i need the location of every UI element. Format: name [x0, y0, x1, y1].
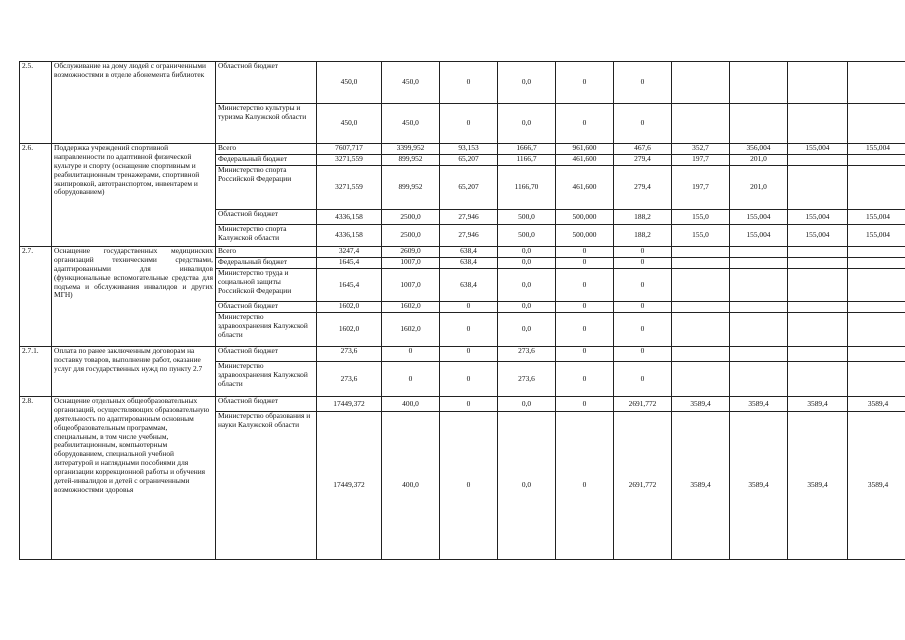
amount-cell: 17449,372 — [317, 397, 382, 412]
amount-cell — [848, 166, 905, 210]
amount-cell: 461,600 — [556, 166, 614, 210]
amount-cell: 0 — [440, 62, 498, 104]
amount-cell — [730, 269, 788, 302]
amount-cell: 7607,717 — [317, 144, 382, 155]
item-number: 2.5. — [20, 62, 52, 144]
amount-cell: 2691,772 — [614, 412, 672, 560]
amount-cell — [672, 258, 730, 269]
item-name: Поддержка учреждений спортивной направленности по адаптивной физической культуре и спорту (оснащение спортивным и реабилитационным тренажерами, спортивной экипировкой, автотранспортом, инвентарем и оборудованием) — [52, 144, 216, 247]
amount-cell — [730, 258, 788, 269]
amount-cell — [848, 347, 905, 362]
amount-cell — [788, 155, 848, 166]
funding-source: Областной бюджет — [216, 347, 317, 362]
funding-source: Министерство образования и науки Калужской области — [216, 412, 317, 560]
amount-cell: 500,0 — [498, 210, 556, 225]
amount-cell: 0,0 — [498, 269, 556, 302]
amount-cell: 1602,0 — [317, 302, 382, 313]
budget-table — [19, 61, 905, 560]
amount-cell — [788, 302, 848, 313]
amount-cell: 3589,4 — [788, 397, 848, 412]
amount-cell — [672, 347, 730, 362]
amount-cell: 1007,0 — [382, 258, 440, 269]
amount-cell: 155,004 — [730, 225, 788, 247]
amount-cell: 0,0 — [498, 62, 556, 104]
amount-cell: 3589,4 — [788, 412, 848, 560]
funding-source: Федеральный бюджет — [216, 258, 317, 269]
amount-cell — [730, 313, 788, 347]
amount-cell — [730, 347, 788, 362]
amount-cell: 1602,0 — [382, 313, 440, 347]
amount-cell: 1166,7 — [498, 155, 556, 166]
amount-cell: 1602,0 — [382, 302, 440, 313]
amount-cell: 2609,0 — [382, 247, 440, 258]
amount-cell: 273,6 — [317, 347, 382, 362]
table-row — [20, 62, 905, 104]
amount-cell: 0 — [556, 104, 614, 144]
amount-cell — [848, 247, 905, 258]
amount-cell: 0 — [440, 412, 498, 560]
amount-cell — [788, 362, 848, 397]
amount-cell: 500,000 — [556, 225, 614, 247]
item-number: 2.8. — [20, 397, 52, 560]
amount-cell: 0,0 — [498, 313, 556, 347]
amount-cell: 155,004 — [788, 210, 848, 225]
amount-cell: 450,0 — [382, 62, 440, 104]
funding-source: Федеральный бюджет — [216, 155, 317, 166]
item-number: 2.7.1. — [20, 347, 52, 397]
amount-cell — [672, 313, 730, 347]
amount-cell: 0 — [556, 362, 614, 397]
amount-cell: 0 — [556, 258, 614, 269]
amount-cell: 188,2 — [614, 210, 672, 225]
amount-cell: 0,0 — [498, 258, 556, 269]
amount-cell: 17449,372 — [317, 412, 382, 560]
amount-cell — [730, 62, 788, 104]
amount-cell: 400,0 — [382, 412, 440, 560]
amount-cell: 155,004 — [788, 225, 848, 247]
amount-cell: 0 — [614, 104, 672, 144]
amount-cell: 279,4 — [614, 155, 672, 166]
amount-cell: 3589,4 — [848, 412, 905, 560]
amount-cell: 0 — [440, 397, 498, 412]
amount-cell: 0 — [556, 247, 614, 258]
amount-cell — [848, 302, 905, 313]
amount-cell: 461,600 — [556, 155, 614, 166]
amount-cell: 65,207 — [440, 166, 498, 210]
amount-cell: 0 — [556, 412, 614, 560]
amount-cell — [848, 258, 905, 269]
amount-cell: 3589,4 — [672, 412, 730, 560]
amount-cell — [730, 362, 788, 397]
amount-cell: 500,0 — [498, 225, 556, 247]
amount-cell: 0 — [614, 347, 672, 362]
amount-cell: 638,4 — [440, 269, 498, 302]
amount-cell — [848, 313, 905, 347]
amount-cell: 273,6 — [317, 362, 382, 397]
amount-cell: 3399,952 — [382, 144, 440, 155]
amount-cell: 0 — [614, 62, 672, 104]
amount-cell: 4336,158 — [317, 225, 382, 247]
amount-cell: 450,0 — [317, 62, 382, 104]
amount-cell: 1666,7 — [498, 144, 556, 155]
amount-cell: 197,7 — [672, 155, 730, 166]
amount-cell: 0 — [614, 258, 672, 269]
amount-cell: 0 — [556, 397, 614, 412]
amount-cell: 899,952 — [382, 166, 440, 210]
amount-cell — [788, 258, 848, 269]
amount-cell — [788, 313, 848, 347]
funding-source: Областной бюджет — [216, 302, 317, 313]
funding-source: Министерство спорта Калужской области — [216, 225, 317, 247]
amount-cell: 93,153 — [440, 144, 498, 155]
amount-cell: 0 — [382, 362, 440, 397]
funding-source: Областной бюджет — [216, 397, 317, 412]
amount-cell: 0 — [614, 362, 672, 397]
amount-cell: 155,004 — [848, 210, 905, 225]
amount-cell: 0 — [614, 247, 672, 258]
amount-cell: 638,4 — [440, 258, 498, 269]
amount-cell — [672, 362, 730, 397]
amount-cell: 0 — [614, 313, 672, 347]
amount-cell: 3589,4 — [730, 397, 788, 412]
amount-cell: 0 — [556, 62, 614, 104]
amount-cell: 0,0 — [498, 397, 556, 412]
amount-cell — [848, 62, 905, 104]
amount-cell: 0,0 — [498, 412, 556, 560]
funding-source: Министерство здравоохранения Калужской области — [216, 362, 317, 397]
amount-cell — [848, 104, 905, 144]
amount-cell: 467,6 — [614, 144, 672, 155]
amount-cell: 500,000 — [556, 210, 614, 225]
amount-cell: 155,004 — [788, 144, 848, 155]
amount-cell: 638,4 — [440, 247, 498, 258]
amount-cell: 1645,4 — [317, 269, 382, 302]
amount-cell: 201,0 — [730, 166, 788, 210]
funding-source: Областной бюджет — [216, 62, 317, 104]
item-number: 2.6. — [20, 144, 52, 247]
amount-cell: 0 — [440, 347, 498, 362]
amount-cell: 0 — [556, 347, 614, 362]
item-name: Оснащение отдельных общеобразовательных организаций, осуществляющих образовательную деятельность по адаптированным основным общеобразовательным программам, специальным, в том числе учебным, реабилитационным, компьютерным оборудованием, специальной учебной литературой и наглядными пособиями для организации коррекционной работы и обучения детей-инвалидов и детей с ограниченными возможностями здоровья — [52, 397, 216, 560]
amount-cell: 1007,0 — [382, 269, 440, 302]
amount-cell — [672, 302, 730, 313]
amount-cell — [730, 302, 788, 313]
amount-cell — [672, 62, 730, 104]
table-row — [20, 397, 905, 412]
amount-cell: 0 — [382, 347, 440, 362]
table-row — [20, 347, 905, 362]
funding-source: Министерство здравоохранения Калужской области — [216, 313, 317, 347]
amount-cell: 1645,4 — [317, 258, 382, 269]
amount-cell: 65,207 — [440, 155, 498, 166]
amount-cell: 0 — [440, 104, 498, 144]
funding-source: Областной бюджет — [216, 210, 317, 225]
amount-cell — [848, 362, 905, 397]
funding-source: Всего — [216, 247, 317, 258]
amount-cell: 0 — [556, 269, 614, 302]
table-row — [20, 247, 905, 258]
amount-cell: 27,946 — [440, 210, 498, 225]
amount-cell: 356,004 — [730, 144, 788, 155]
amount-cell — [788, 62, 848, 104]
amount-cell: 197,7 — [672, 166, 730, 210]
amount-cell: 1166,70 — [498, 166, 556, 210]
amount-cell: 0 — [440, 313, 498, 347]
amount-cell — [672, 104, 730, 144]
amount-cell: 0,0 — [498, 247, 556, 258]
amount-cell — [848, 269, 905, 302]
amount-cell: 0 — [440, 362, 498, 397]
amount-cell: 0 — [440, 302, 498, 313]
amount-cell — [788, 269, 848, 302]
amount-cell: 0 — [614, 269, 672, 302]
amount-cell: 2500,0 — [382, 225, 440, 247]
amount-cell: 1602,0 — [317, 313, 382, 347]
amount-cell — [672, 247, 730, 258]
amount-cell: 155,004 — [848, 144, 905, 155]
amount-cell: 188,2 — [614, 225, 672, 247]
amount-cell — [788, 104, 848, 144]
amount-cell: 899,952 — [382, 155, 440, 166]
amount-cell: 2500,0 — [382, 210, 440, 225]
amount-cell — [672, 269, 730, 302]
amount-cell: 0,0 — [498, 104, 556, 144]
amount-cell — [788, 247, 848, 258]
amount-cell: 450,0 — [382, 104, 440, 144]
amount-cell: 155,0 — [672, 225, 730, 247]
amount-cell: 155,0 — [672, 210, 730, 225]
amount-cell — [788, 347, 848, 362]
funding-source: Министерство культуры и туризма Калужской области — [216, 104, 317, 144]
item-number: 2.7. — [20, 247, 52, 347]
table-row — [20, 144, 905, 155]
amount-cell: 961,600 — [556, 144, 614, 155]
funding-source: Министерство труда и социальной защиты Российской Федерации — [216, 269, 317, 302]
amount-cell: 0,0 — [498, 302, 556, 313]
amount-cell: 27,946 — [440, 225, 498, 247]
amount-cell: 273,6 — [498, 362, 556, 397]
amount-cell: 201,0 — [730, 155, 788, 166]
funding-source: Всего — [216, 144, 317, 155]
amount-cell: 352,7 — [672, 144, 730, 155]
amount-cell: 2691,772 — [614, 397, 672, 412]
amount-cell: 0 — [556, 302, 614, 313]
amount-cell: 279,4 — [614, 166, 672, 210]
amount-cell — [730, 104, 788, 144]
amount-cell: 3589,4 — [848, 397, 905, 412]
amount-cell — [848, 155, 905, 166]
amount-cell: 0 — [614, 302, 672, 313]
amount-cell: 4336,158 — [317, 210, 382, 225]
amount-cell: 3271,559 — [317, 155, 382, 166]
item-name: Оснащение государственных медицинских организаций техническими средствами, адаптированными для инвалидов (функциональные вспомогательные средства для подъема и обслуживания инвалидов и других МГН) — [52, 247, 216, 347]
item-name: Обслуживание на дому людей с ограниченными возможностями в отделе абонемента библиотек — [52, 62, 216, 144]
amount-cell: 0 — [556, 313, 614, 347]
amount-cell: 400,0 — [382, 397, 440, 412]
amount-cell: 155,004 — [848, 225, 905, 247]
amount-cell: 3589,4 — [730, 412, 788, 560]
amount-cell — [788, 166, 848, 210]
amount-cell: 3271,559 — [317, 166, 382, 210]
item-name: Оплата по ранее заключенным договорам на поставку товаров, выполнение работ, оказание услуг для государственных нужд по пункту 2.7 — [52, 347, 216, 397]
amount-cell: 155,004 — [730, 210, 788, 225]
amount-cell — [730, 247, 788, 258]
amount-cell: 3247,4 — [317, 247, 382, 258]
amount-cell: 3589,4 — [672, 397, 730, 412]
amount-cell: 273,6 — [498, 347, 556, 362]
funding-source: Министерство спорта Российской Федерации — [216, 166, 317, 210]
amount-cell: 450,0 — [317, 104, 382, 144]
